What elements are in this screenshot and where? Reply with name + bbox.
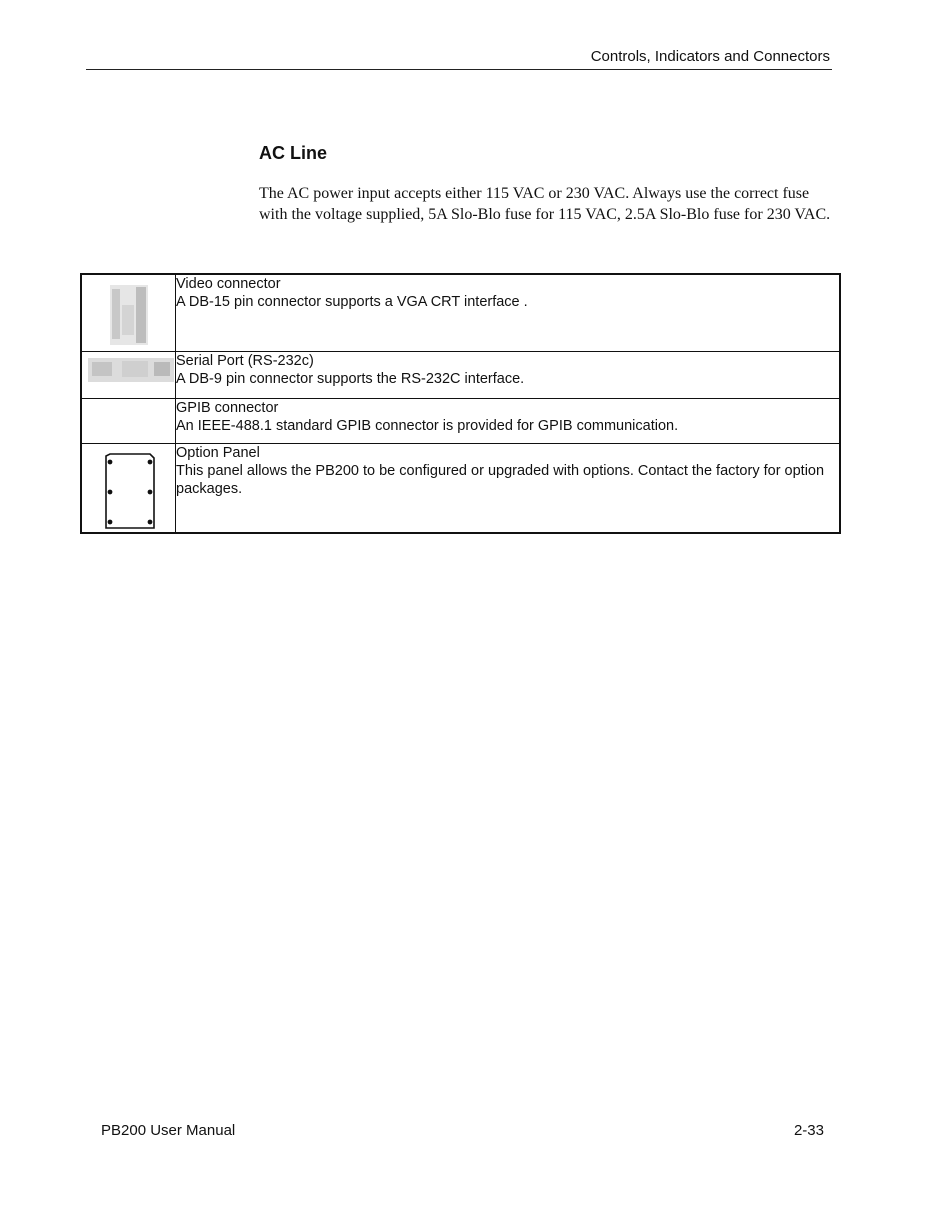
table-row <box>81 444 840 534</box>
connector-description <box>176 444 841 534</box>
serial-port-icon <box>82 352 175 398</box>
table-row <box>81 274 840 352</box>
table-row <box>81 352 840 399</box>
section-title: AC Line <box>259 143 328 163</box>
connector-name: Serial Port (RS-232c) <box>176 353 314 369</box>
connector-text: An IEEE-488.1 standard GPIB connector is provided for GPIB communication. <box>176 418 679 434</box>
icon-cell <box>81 444 176 534</box>
header-rule <box>86 69 832 70</box>
connector-name: Video connector <box>176 276 281 292</box>
footer-manual-title: PB200 User Manual <box>101 1122 236 1139</box>
connector-text: A DB-15 pin connector supports a VGA CRT interface . <box>176 294 528 310</box>
option-panel-icon <box>82 444 175 532</box>
page-number: 2-33 <box>793 1122 824 1139</box>
connector-table <box>80 273 841 534</box>
table-row <box>81 399 840 444</box>
video-connector-icon <box>82 275 175 351</box>
connector-text: A DB-9 pin connector supports the RS-232C interface. <box>176 371 525 387</box>
connector-description <box>176 274 841 352</box>
connector-description <box>176 352 841 399</box>
connector-text: This panel allows the PB200 to be configured or upgraded with options. Contact the factory for option packages. <box>176 463 825 497</box>
running-header: Controls, Indicators and Connectors <box>590 48 830 65</box>
icon-cell <box>81 352 176 399</box>
section-body: The AC power input accepts either 115 VAC or 230 VAC. Always use the correct fuse with the voltage supplied, 5A Slo-Blo fuse for 115 VAC, 2.5A Slo-Blo fuse for 230 VAC. <box>259 185 831 223</box>
connector-description <box>176 399 841 444</box>
connector-name: GPIB connector <box>176 400 279 416</box>
icon-cell <box>81 274 176 352</box>
icon-cell <box>81 399 176 444</box>
connector-name: Option Panel <box>176 445 260 461</box>
